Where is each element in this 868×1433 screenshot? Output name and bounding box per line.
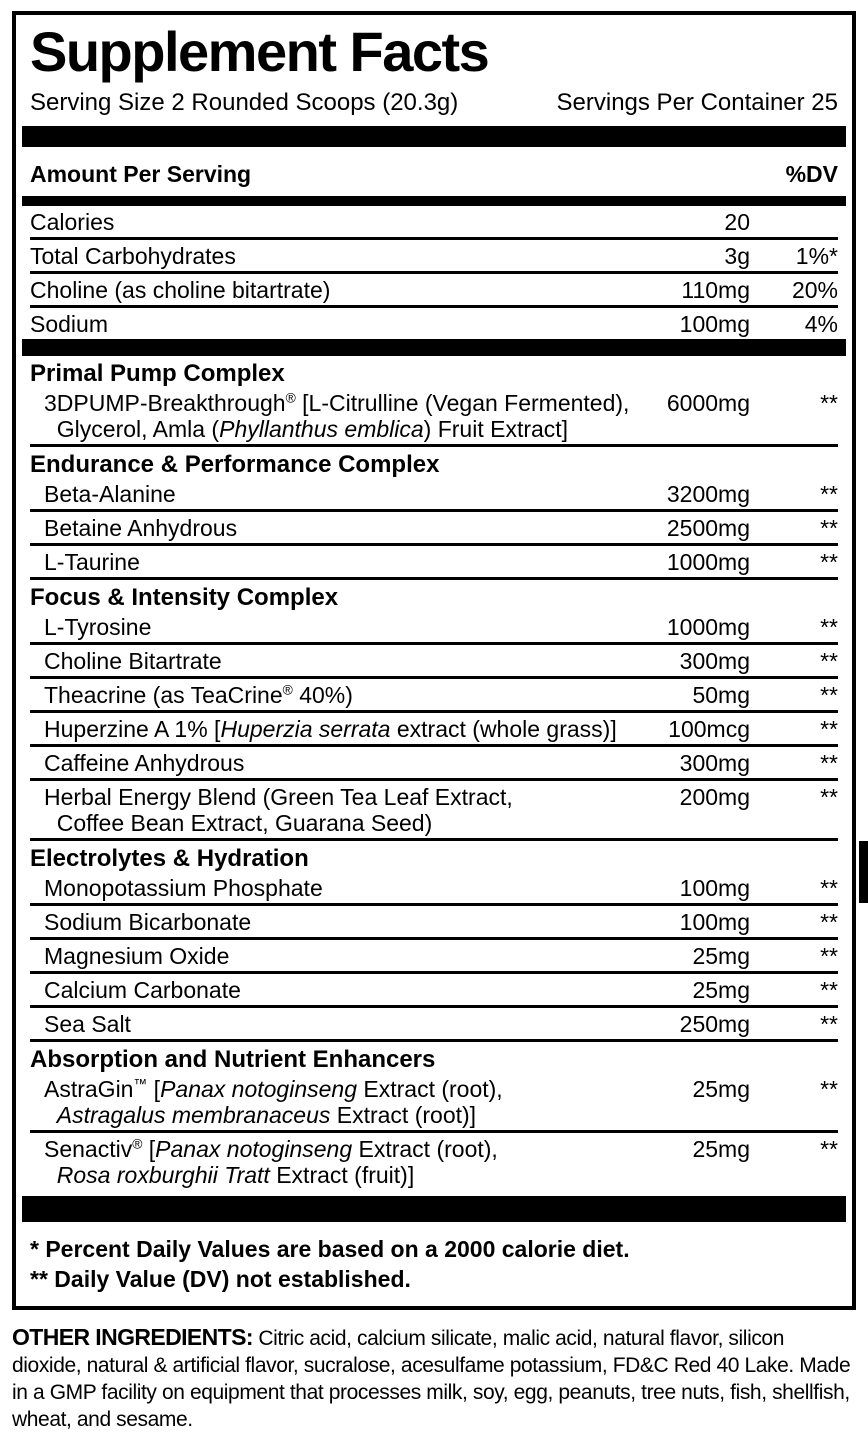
section-header-focus: Focus & Intensity Complex — [30, 584, 339, 611]
ingredient-name: Huperzine A 1% [Huperzia serrata extract (whole grass)] — [44, 716, 617, 742]
footnotes — [30, 1234, 838, 1294]
table-row-sodium — [30, 308, 838, 339]
section-header-electrolytes: Electrolytes & Hydration — [30, 845, 309, 872]
ingredient-amount: 1000mg — [666, 549, 750, 575]
ingredient-amount: 25mg — [692, 943, 750, 969]
divider-bar-bottom — [22, 1196, 846, 1222]
table-row-calcium-carbonate — [30, 974, 838, 1008]
ingredient-name: AstraGin™ [Panax notoginseng Extract (root), Astragalus membranaceus Extract (root)] — [44, 1076, 503, 1128]
nutrient-dv: 20% — [791, 277, 838, 303]
ingredient-dv: ** — [820, 784, 838, 810]
nutrient-amount: 3g — [724, 243, 750, 269]
ingredient-name: Herbal Energy Blend (Green Tea Leaf Extract, Coffee Bean Extract, Guarana Seed) — [44, 784, 513, 836]
table-row-caffeine — [30, 747, 838, 781]
column-header-row — [30, 147, 838, 196]
scan-artifact-mark — [859, 841, 868, 903]
ingredient-name: Choline Bitartrate — [44, 648, 222, 674]
other-ingredients-label: OTHER INGREDIENTS: — [12, 1324, 253, 1350]
ingredient-amount: 100mg — [679, 875, 750, 901]
table-row-total-carbohydrates — [30, 240, 838, 274]
ingredient-amount: 2500mg — [666, 515, 750, 541]
ingredient-dv: ** — [820, 875, 838, 901]
serving-info-row — [30, 89, 838, 116]
ingredient-name: Sea Salt — [44, 1011, 131, 1037]
ingredient-dv: ** — [820, 1011, 838, 1037]
nutrient-dv: 1%* — [795, 243, 838, 269]
ingredient-amount: 3200mg — [666, 481, 750, 507]
ingredient-name: Magnesium Oxide — [44, 943, 230, 969]
ingredient-amount: 1000mg — [666, 614, 750, 640]
footnote-daily-values: * Percent Daily Values are based on a 2000 calorie diet. — [30, 1236, 630, 1262]
ingredient-dv: ** — [820, 909, 838, 935]
ingredient-dv: ** — [820, 943, 838, 969]
ingredient-amount: 300mg — [679, 648, 750, 674]
ingredient-name: Senactiv® [Panax notoginseng Extract (root), Rosa roxburghii Tratt Extract (fruit)] — [44, 1136, 498, 1188]
ingredient-name: Monopotassium Phosphate — [44, 875, 323, 901]
footnote-dv-not-established: ** Daily Value (DV) not established. — [30, 1266, 411, 1292]
ingredient-name: 3DPUMP-Breakthrough® [L-Citrulline (Vegan Fermented), Glycerol, Amla (Phyllanthus emblica) Fruit Extract] — [44, 390, 630, 442]
supplement-facts-panel — [12, 11, 856, 1310]
nutrient-name: Choline (as choline bitartrate) — [30, 277, 331, 303]
section-header-endurance: Endurance & Performance Complex — [30, 451, 440, 478]
ingredient-amount: 50mg — [692, 682, 750, 708]
ingredient-name: Betaine Anhydrous — [44, 515, 238, 541]
ingredient-amount: 25mg — [692, 1136, 750, 1162]
table-row-calories — [30, 206, 838, 240]
ingredient-dv: ** — [820, 750, 838, 776]
ingredient-dv: ** — [820, 481, 838, 507]
ingredient-amount: 100mg — [679, 909, 750, 935]
ingredient-dv: ** — [820, 682, 838, 708]
divider-bar-thick-top — [22, 126, 846, 147]
ingredient-name: Beta-Alanine — [44, 481, 176, 507]
ingredient-dv: ** — [820, 614, 838, 640]
section-header-primal-pump: Primal Pump Complex — [30, 360, 285, 387]
table-row-choline-bitartrate — [30, 645, 838, 679]
ingredient-name: Calcium Carbonate — [44, 977, 241, 1003]
ingredient-dv: ** — [820, 390, 838, 416]
ingredient-dv: ** — [820, 1136, 838, 1162]
ingredient-name: Sodium Bicarbonate — [44, 909, 252, 935]
table-row-theacrine — [30, 679, 838, 713]
ingredient-dv: ** — [820, 648, 838, 674]
table-row-senactiv — [30, 1133, 838, 1190]
nutrient-amount: 110mg — [681, 277, 750, 303]
ingredient-amount: 6000mg — [666, 390, 750, 416]
ingredient-amount: 250mg — [679, 1011, 750, 1037]
nutrient-name: Sodium — [30, 311, 108, 337]
nutrient-amount: 100mg — [679, 311, 750, 337]
ingredient-amount: 300mg — [679, 750, 750, 776]
divider-bar-medium — [22, 196, 846, 206]
ingredient-name: L-Taurine — [44, 549, 140, 575]
ingredient-name: Theacrine (as TeaCrine® 40%) — [44, 682, 353, 708]
table-row-l-tyrosine — [30, 611, 838, 645]
panel-title: Supplement Facts — [30, 20, 489, 83]
ingredient-dv: ** — [820, 977, 838, 1003]
divider-bar-section — [22, 339, 846, 356]
ingredient-amount: 25mg — [692, 977, 750, 1003]
table-row-beta-alanine — [30, 478, 838, 512]
nutrient-name: Calories — [30, 209, 115, 235]
table-row-sodium-bicarbonate — [30, 906, 838, 940]
servings-per-container-text: Servings Per Container 25 — [556, 89, 838, 116]
dv-header: %DV — [785, 161, 838, 187]
table-row-magnesium-oxide — [30, 940, 838, 974]
table-row-astragin — [30, 1073, 838, 1133]
table-row-monopotassium-phosphate — [30, 872, 838, 906]
table-row-choline — [30, 274, 838, 308]
nutrient-amount: 20 — [724, 209, 750, 235]
other-ingredients-paragraph — [12, 1324, 856, 1433]
other-ingredients-text: Citric acid, calcium silicate, malic acid, natural flavor, silicon dioxide, natural & artificial flavor, sucralose, acesulfame potassium, FD&C Red 40 Lake. Made in a GMP facility on equipment that processes milk, soy, egg, peanuts, tree nuts, fish, shellfish, wheat, and sesame. — [12, 1327, 851, 1431]
ingredient-amount: 100mcg — [668, 716, 750, 742]
table-row-sea-salt — [30, 1008, 838, 1042]
table-row-3dpump — [30, 387, 838, 447]
ingredient-amount: 25mg — [692, 1076, 750, 1102]
nutrient-name: Total Carbohydrates — [30, 243, 236, 269]
table-row-herbal-energy-blend — [30, 781, 838, 841]
section-header-absorption: Absorption and Nutrient Enhancers — [30, 1046, 436, 1073]
ingredient-dv: ** — [820, 549, 838, 575]
nutrient-dv: 4% — [804, 311, 838, 337]
table-row-huperzine — [30, 713, 838, 747]
ingredient-dv: ** — [820, 1076, 838, 1102]
amount-per-serving-header: Amount Per Serving — [30, 161, 252, 187]
table-row-betaine — [30, 512, 838, 546]
ingredient-amount: 200mg — [679, 784, 750, 810]
ingredient-dv: ** — [820, 515, 838, 541]
ingredient-name: Caffeine Anhydrous — [44, 750, 245, 776]
ingredient-name: L-Tyrosine — [44, 614, 152, 640]
serving-size-text: Serving Size 2 Rounded Scoops (20.3g) — [30, 89, 459, 116]
ingredient-dv: ** — [820, 716, 838, 742]
table-row-l-taurine — [30, 546, 838, 580]
